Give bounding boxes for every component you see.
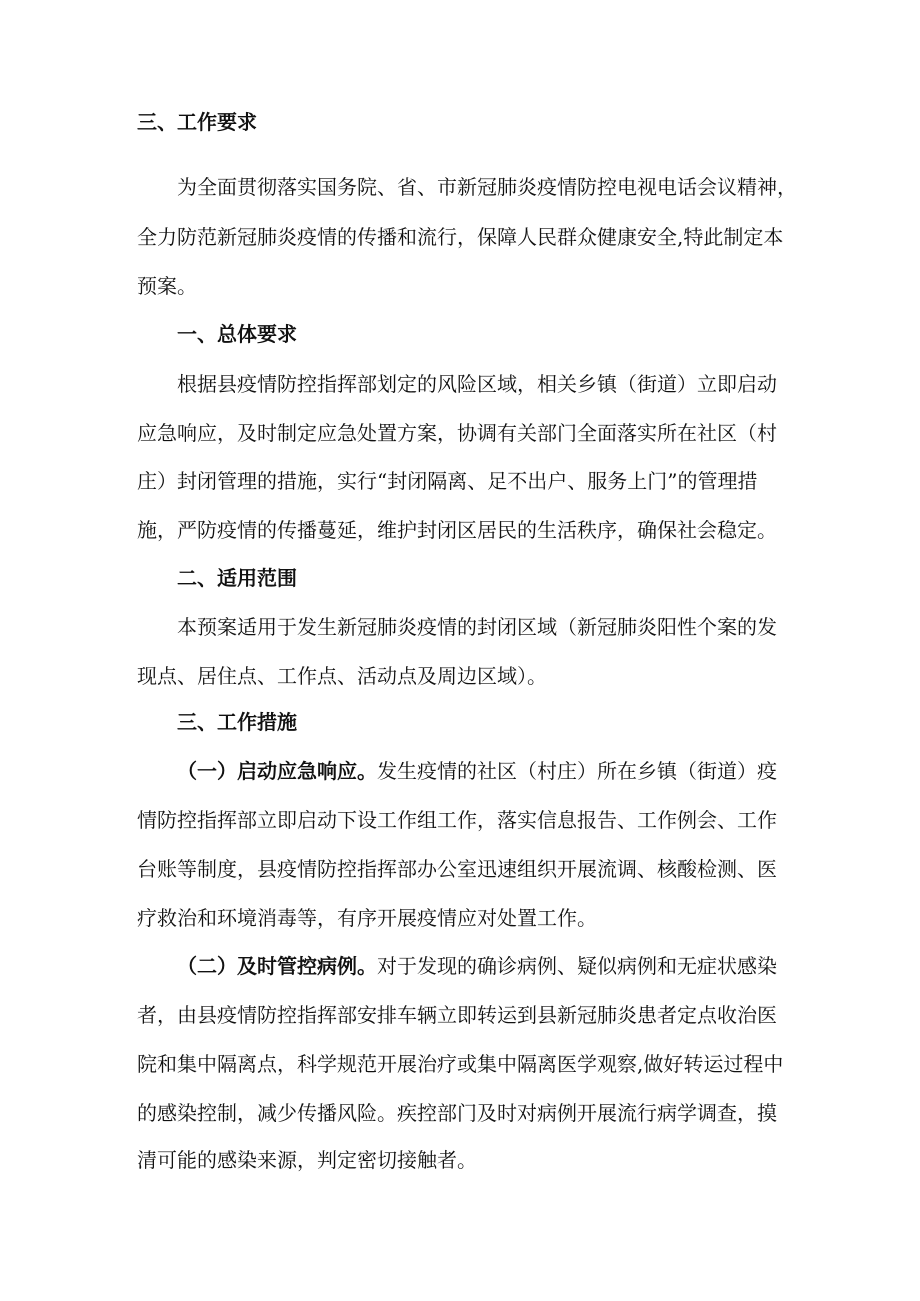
part3-item1-line-4: 疗救治和环境消毒等，有序开展疫情应对处置工作。 [137,906,597,930]
part3-item2-first-line-text: 对于发现的确诊病例、疑似病例和无症状感染 [377,954,777,978]
part2-line-1: 本预案适用于发生新冠肺炎疫情的封闭区域（新冠肺炎阳性个案的发 [177,615,777,639]
intro-line-3: 预案。 [137,274,197,298]
part1-heading: 一、总体要求 [177,322,297,346]
part3-item1-first-line [177,756,777,786]
part1-line-1: 根据县疫情防控指挥部划定的风险区域，相关乡镇（街道）立即启动 [177,372,777,396]
section-title: 三、工作要求 [137,110,257,134]
part3-item2-title: （二）及时管控病例。 [177,954,377,978]
part3-item2-first-line [177,951,777,981]
part1-line-4: 施，严防疫情的传播蔓延，维护封闭区居民的生活秩序，确保社会稳定。 [137,518,777,542]
intro-line-1: 为全面贯彻落实国务院、省、市新冠肺炎疫情防控电视电话会议精神， [177,175,797,199]
part3-item2-line-5: 清可能的感染来源，判定密切接触者。 [137,1148,477,1172]
part3-item1-line-3: 台账等制度，县疫情防控指挥部办公室迅速组织开展流调、核酸检测、医 [137,857,777,881]
part2-heading: 二、适用范围 [177,566,297,590]
part1-line-2: 应急响应，及时制定应急处置方案，协调有关部门全面落实所在社区（村 [137,421,777,445]
part3-item2-line-4: 的感染控制，减少传播风险。疾控部门及时对病例开展流行病学调查，摸 [137,1101,777,1125]
intro-line-2: 全力防范新冠肺炎疫情的传播和流行，保障人民群众健康安全,特此制定本 [137,225,784,249]
part3-item2-line-3: 院和集中隔离点，科学规范开展治疗或集中隔离医学观察,做好转运过程中 [137,1052,784,1076]
part1-line-3: 庄）封闭管理的措施，实行“封闭隔离、足不出户、服务上门”的管理措 [137,469,758,493]
part3-item1-title: （一）启动应急响应。 [177,759,377,783]
part3-item2-line-2: 者，由县疫情防控指挥部安排车辆立即转运到县新冠肺炎患者定点收治医 [137,1003,777,1027]
part3-item1-line-2: 情防控指挥部立即启动下设工作组工作，落实信息报告、工作例会、工作 [137,808,777,832]
part2-line-2: 现点、居住点、工作点、活动点及周边区域）。 [137,664,547,688]
part3-heading: 三、工作措施 [177,710,297,734]
part3-item1-first-line-text: 发生疫情的社区（村庄）所在乡镇（街道）疫 [377,759,777,783]
